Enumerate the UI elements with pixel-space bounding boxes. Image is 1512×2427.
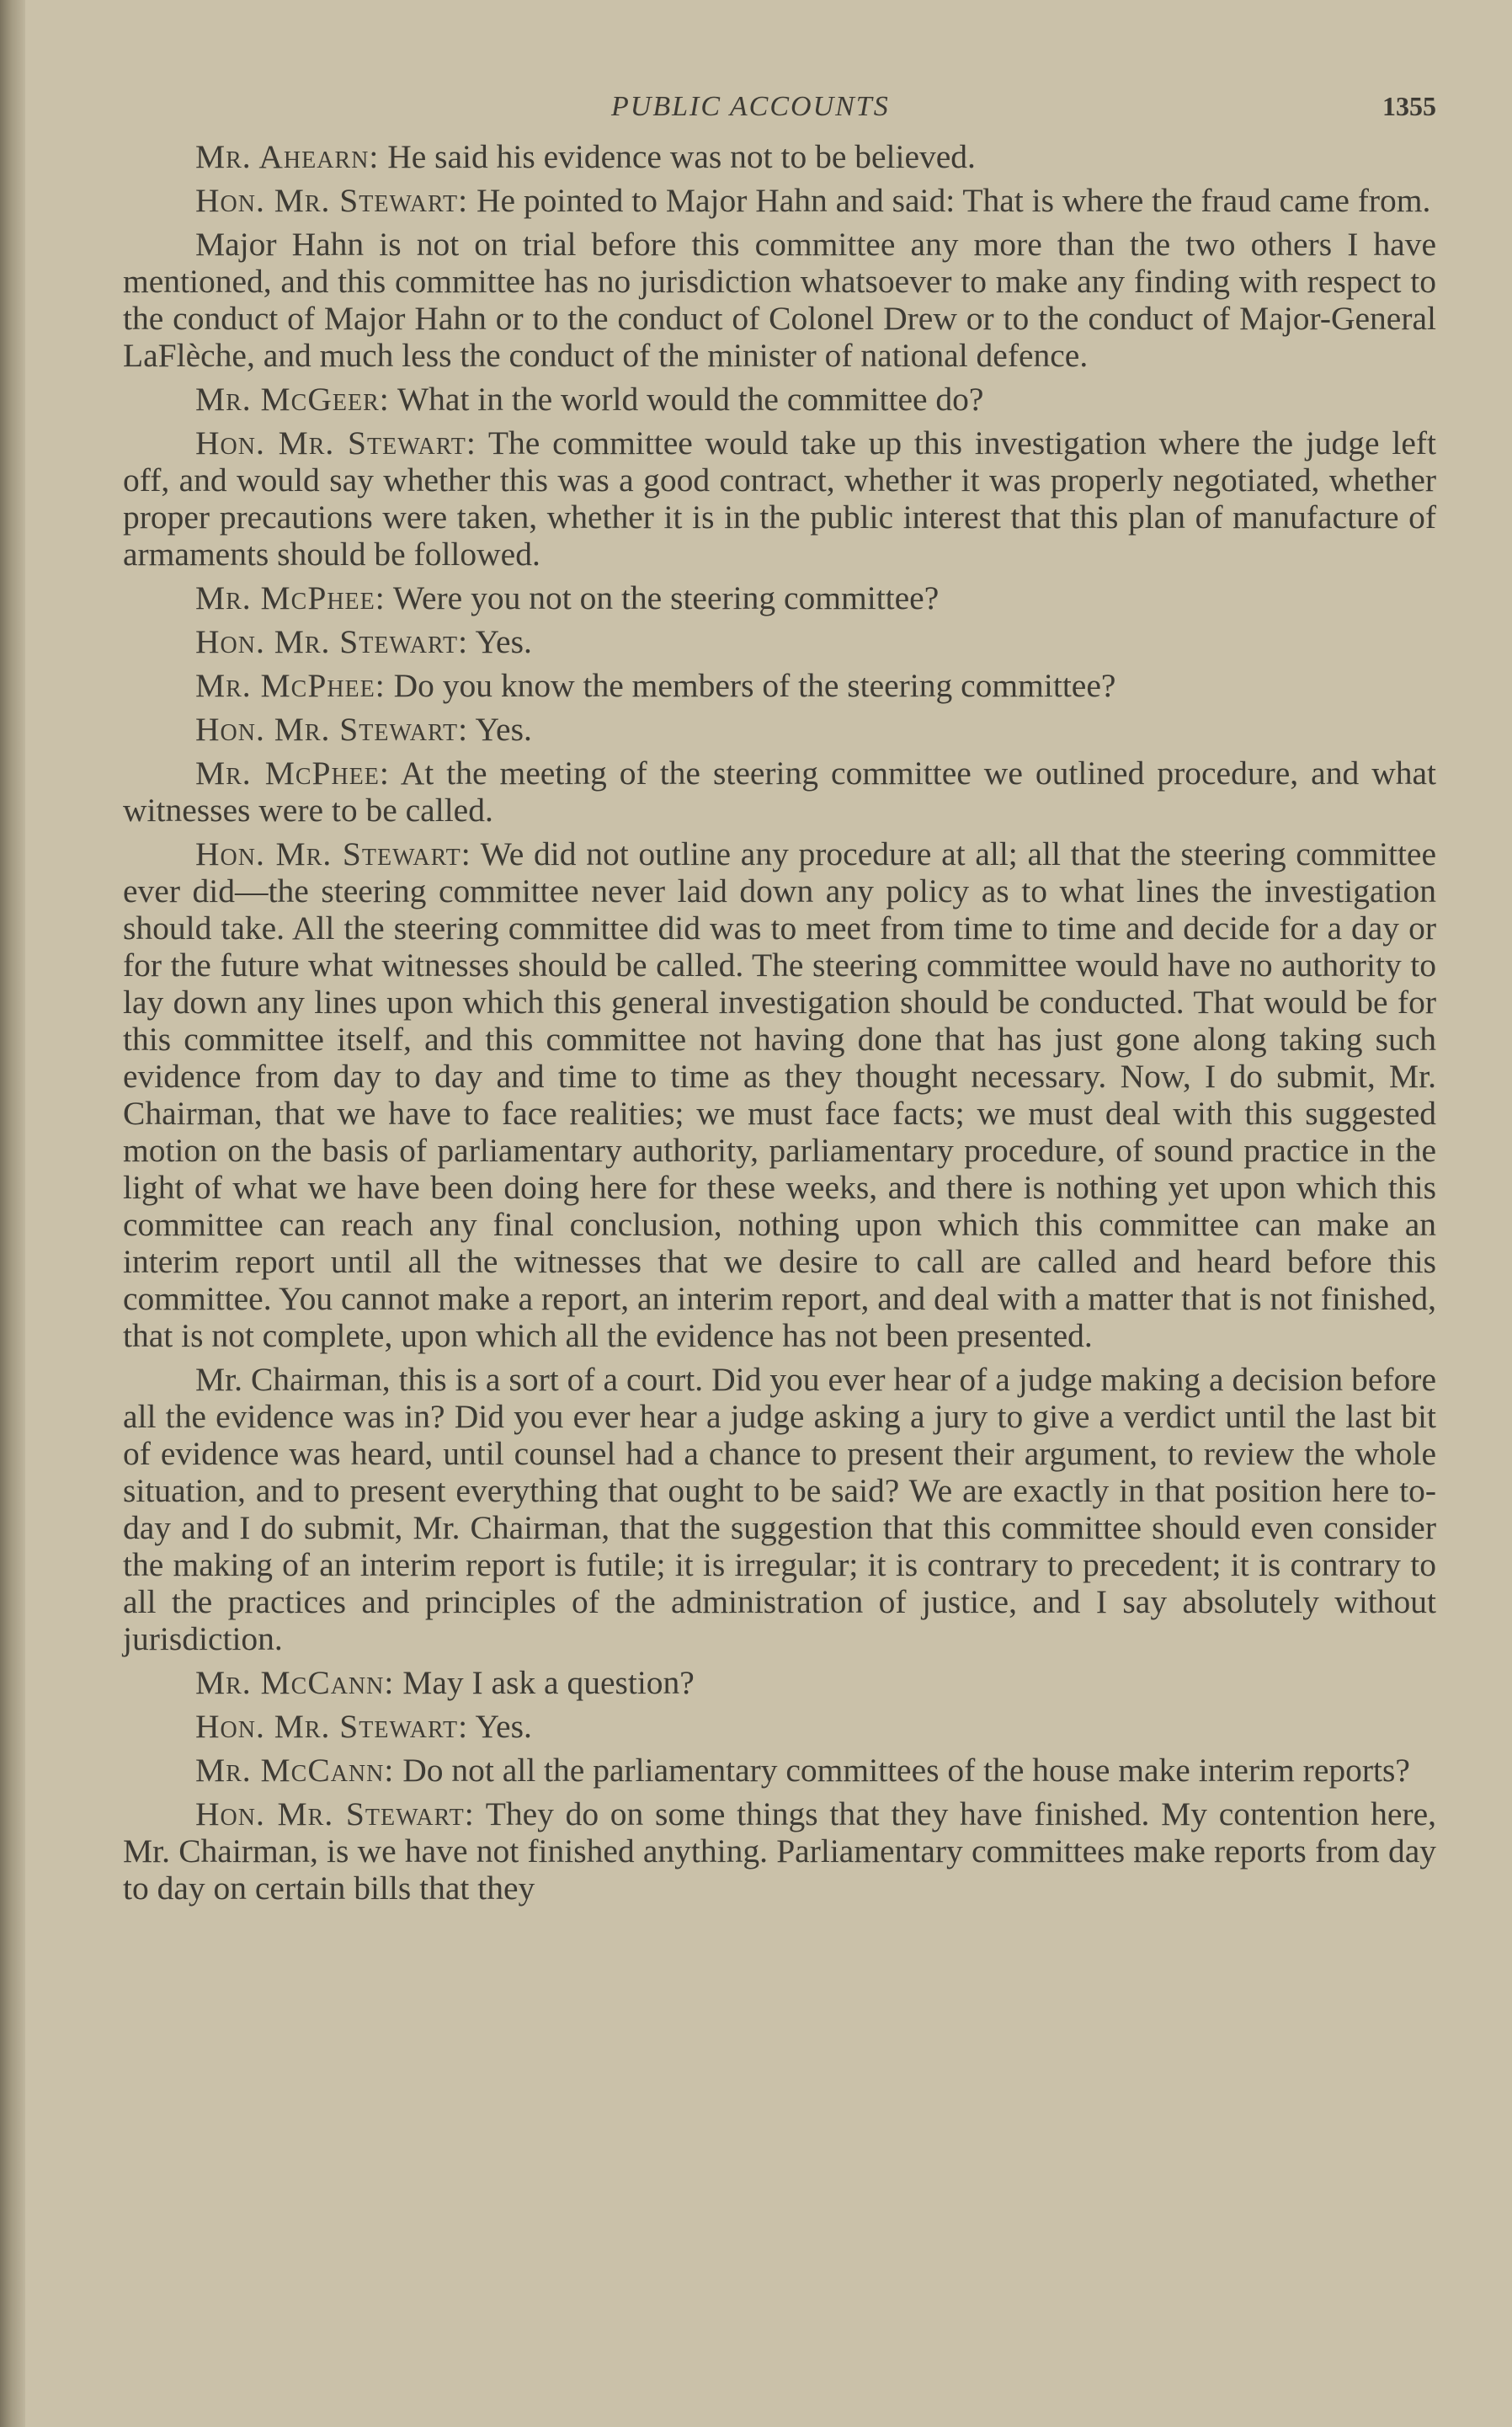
paragraph-text: At the meeting of the steering committee we outlined procedure, and what witnesses were to be called. bbox=[123, 755, 1436, 829]
paragraph bbox=[123, 182, 1436, 219]
paragraph bbox=[123, 835, 1436, 1354]
running-head: PUBLIC ACCOUNTS bbox=[611, 91, 890, 122]
paragraph-text: What in the world would the committee do? bbox=[389, 381, 984, 418]
paragraph-text: Were you not on the steering committee? bbox=[385, 579, 940, 616]
paragraph-text: He pointed to Major Hahn and said: That is where the fraud came from. bbox=[468, 182, 1431, 219]
speaker-name: Hon. Mr. Stewart: bbox=[195, 1795, 475, 1832]
paragraph-text: Yes. bbox=[468, 711, 532, 748]
speaker-name: Hon. Mr. Stewart: bbox=[195, 711, 469, 748]
paragraph-text: Mr. Chairman, this is a sort of a court. Did you ever hear of a judge making a decision before all the evidence was in? Did you ever hear a judge asking a jury to give a verdict until the last bit of evidence was heard, until counsel had a chance to present their argument, to review the whole situation, and to present everything that ought to be said? We are exactly in that position here to-day and I do submit, Mr. Chairman, that the suggestion that this committee should even consider the making of an interim report is futile; it is irregular; it is contrary to precedent; it is contrary to all the practices and principles of the administration of justice, and I say absolutely without jurisdiction. bbox=[123, 1361, 1436, 1657]
paragraph-text: They do on some things that they have finished. My contention here, Mr. Chairman, is we have not finished anything. Parliamentary committees make reports from day to day on certain bills that they bbox=[123, 1795, 1437, 1907]
speaker-name: Hon. Mr. Stewart: bbox=[195, 182, 469, 219]
paragraph-text: Do you know the members of the steering committee? bbox=[385, 667, 1116, 704]
page-number: 1355 bbox=[1382, 91, 1436, 121]
paragraph bbox=[123, 138, 1436, 175]
paragraph bbox=[123, 381, 1436, 418]
paragraph bbox=[123, 579, 1436, 616]
paragraph bbox=[123, 755, 1436, 829]
paragraph-text: The committee would take up this investigation where the judge left off, and would say whether this was a good contract, whether it was properly negotiated, whether proper precautions were taken, whether it is in the public interest that this plan of manufacture of armaments should be followed. bbox=[123, 424, 1436, 573]
paragraph-text: Yes. bbox=[468, 1708, 532, 1745]
paragraph-text: May I ask a question? bbox=[394, 1664, 695, 1701]
page-header bbox=[123, 91, 1436, 138]
speaker-name: Hon. Mr. Stewart: bbox=[195, 623, 469, 660]
speaker-name: Mr. McPhee: bbox=[195, 667, 386, 704]
paragraph bbox=[123, 1664, 1436, 1701]
paragraph bbox=[123, 1708, 1436, 1745]
paragraph bbox=[123, 1361, 1436, 1657]
speaker-name: Hon. Mr. Stewart: bbox=[195, 1708, 469, 1745]
paragraph bbox=[123, 424, 1436, 573]
paragraph-text: Do not all the parliamentary committees of the house make interim reports? bbox=[394, 1752, 1410, 1789]
speaker-name: Hon. Mr. Stewart: bbox=[195, 424, 476, 461]
paragraph-text: Major Hahn is not on trial before this committee any more than the two others I have mentioned, and this committee has no jurisdiction whatsoever to make any finding with respect to the conduct of Major Hahn or to the conduct of Colonel Drew or to the conduct of Major-General LaFlèche, and much less the conduct of the minister of national defence. bbox=[123, 226, 1436, 374]
paragraph bbox=[123, 226, 1436, 374]
book-spine-shadow bbox=[0, 0, 25, 2427]
speaker-name: Mr. Ahearn: bbox=[195, 138, 380, 175]
paragraph bbox=[123, 667, 1436, 704]
speaker-name: Mr. McPhee: bbox=[195, 755, 390, 792]
paragraph-text: He said his evidence was not to be believed. bbox=[379, 138, 976, 175]
paragraph bbox=[123, 623, 1436, 660]
paragraph-text: We did not outline any procedure at all; all that the steering committee ever did—the steering committee never laid down any policy as to what lines the investigation should take. All the steering committee did was to meet from time to time and decide for a day or for the future what witnesses should be called. The steering committee would have no authority to lay down any lines upon which this general investigation should be conducted. That would be for this committee itself, and this committee not having done that has just gone along taking such evidence from day to day and time to time as they thought necessary. Now, I do submit, Mr. Chairman, that we have to face realities; we must face facts; we must deal with this suggested motion on the basis of parliamentary authority, parliamentary procedure, of sound practice in the light of what we have been doing here for these weeks, and there is nothing yet upon which this committee can reach any final conclusion, nothing upon which this committee can make an interim report until all the witnesses that we desire to call are called and heard before this committee. You cannot make a report, an interim report, and deal with a matter that is not finished, that is not complete, upon which all the evidence has not been presented. bbox=[123, 835, 1436, 1354]
speaker-name: Mr. McPhee: bbox=[195, 579, 386, 616]
speaker-name: Mr. McCann: bbox=[195, 1664, 395, 1701]
paragraph bbox=[123, 1795, 1436, 1907]
transcript-body bbox=[123, 138, 1436, 1907]
speaker-name: Mr. McGeer: bbox=[195, 381, 390, 418]
document-page bbox=[123, 91, 1436, 1913]
speaker-name: Mr. McCann: bbox=[195, 1752, 395, 1789]
paragraph bbox=[123, 1752, 1436, 1789]
paragraph-text: Yes. bbox=[468, 623, 532, 660]
speaker-name: Hon. Mr. Stewart: bbox=[195, 835, 471, 872]
paragraph bbox=[123, 711, 1436, 748]
